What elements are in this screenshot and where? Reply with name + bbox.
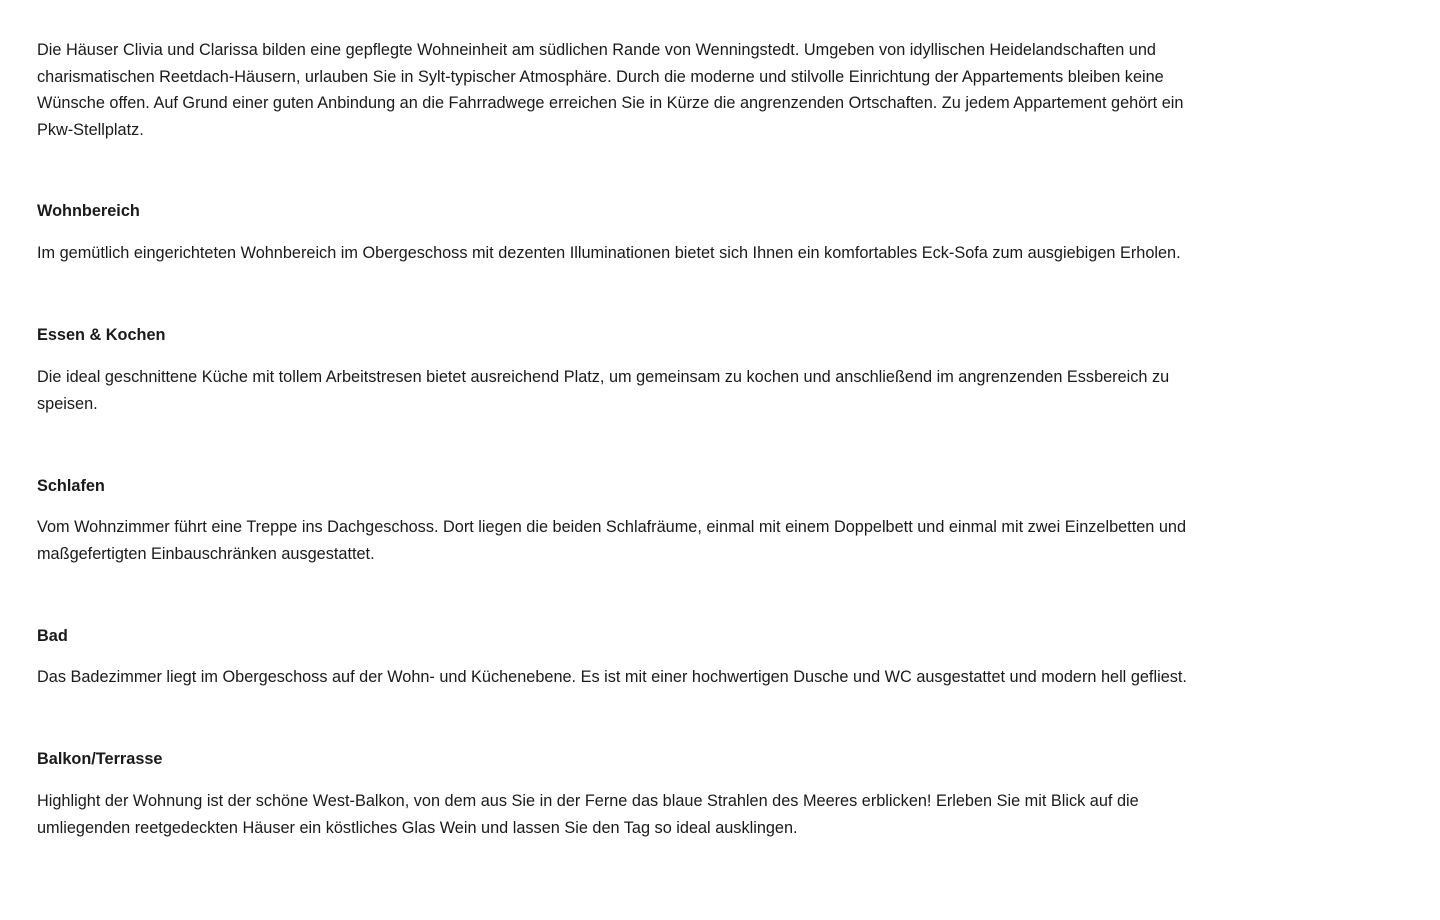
text-line: umliegenden reetgedeckten Häuser ein köstliches Glas Wein und lassen Sie den Tag so ideal ausklingen. [37,818,798,837]
section-heading-schlafen: Schlafen [37,477,105,495]
text-line: Wünsche offen. Auf Grund einer guten Anbindung an die Fahrradwege erreichen Sie in Kürze die angrenzenden Ortschaften. Zu jedem Appartement gehört ein [37,94,1184,112]
section-paragraph-wohnbereich [37,240,1181,267]
text-line: Im gemütlich eingerichteten Wohnbereich im Obergeschoss mit dezenten Illuminationen bietet sich Ihnen ein komfortables Eck-Sofa zum ausgiebigen Erholen. [37,244,1181,262]
text-line: Die Häuser Clivia und Clarissa bilden eine gepflegte Wohneinheit am südlichen Rande von Wenningstedt. Umgeben von idyllischen Heidelandschaften und [37,41,1156,59]
text-line: Highlight der Wohnung ist der schöne West-Balkon, von dem aus Sie in der Ferne das blaue Strahlen des Meeres erblicken! Erleben Sie mit Blick auf die [37,792,1139,810]
section-paragraph-schlafen [37,514,1186,567]
text-line: Das Badezimmer liegt im Obergeschoss auf der Wohn- und Küchenebene. Es ist mit einer hochwertigen Dusche und WC ausgestattet und modern hell gefliest. [37,668,1187,686]
text-line: speisen. [37,394,98,413]
section-heading-wohnbereich: Wohnbereich [37,202,140,220]
text-line: Vom Wohnzimmer führt eine Treppe ins Dachgeschoss. Dort liegen die beiden Schlafräume, einmal mit einem Doppelbett und einmal mit zwei Einzelbetten und [37,518,1187,536]
text-line: charismatischen Reetdach-Häusern, urlauben Sie in Sylt-typischer Atmosphäre. Durch die moderne und stilvolle Einrichtung der Appartements bleiben keine [37,67,1164,86]
text-line: maßgefertigten Einbauschränken ausgestattet. [37,544,375,563]
section-paragraph-essen-kochen [37,364,1169,417]
section-heading-bad: Bad [37,627,68,645]
section-paragraph-balkon-terrasse [37,788,1139,841]
section-heading-essen-kochen: Essen & Kochen [37,326,166,344]
section-paragraph-bad [37,664,1187,691]
section-heading-balkon-terrasse: Balkon/Terrasse [37,750,163,768]
intro-paragraph [37,37,1183,143]
text-line: Die ideal geschnittene Küche mit tollem Arbeitstresen bietet ausreichend Platz, um gemeinsam zu kochen und anschließend im angrenzenden Essbereich zu [37,368,1170,386]
text-line: Pkw-Stellplatz. [37,120,144,139]
